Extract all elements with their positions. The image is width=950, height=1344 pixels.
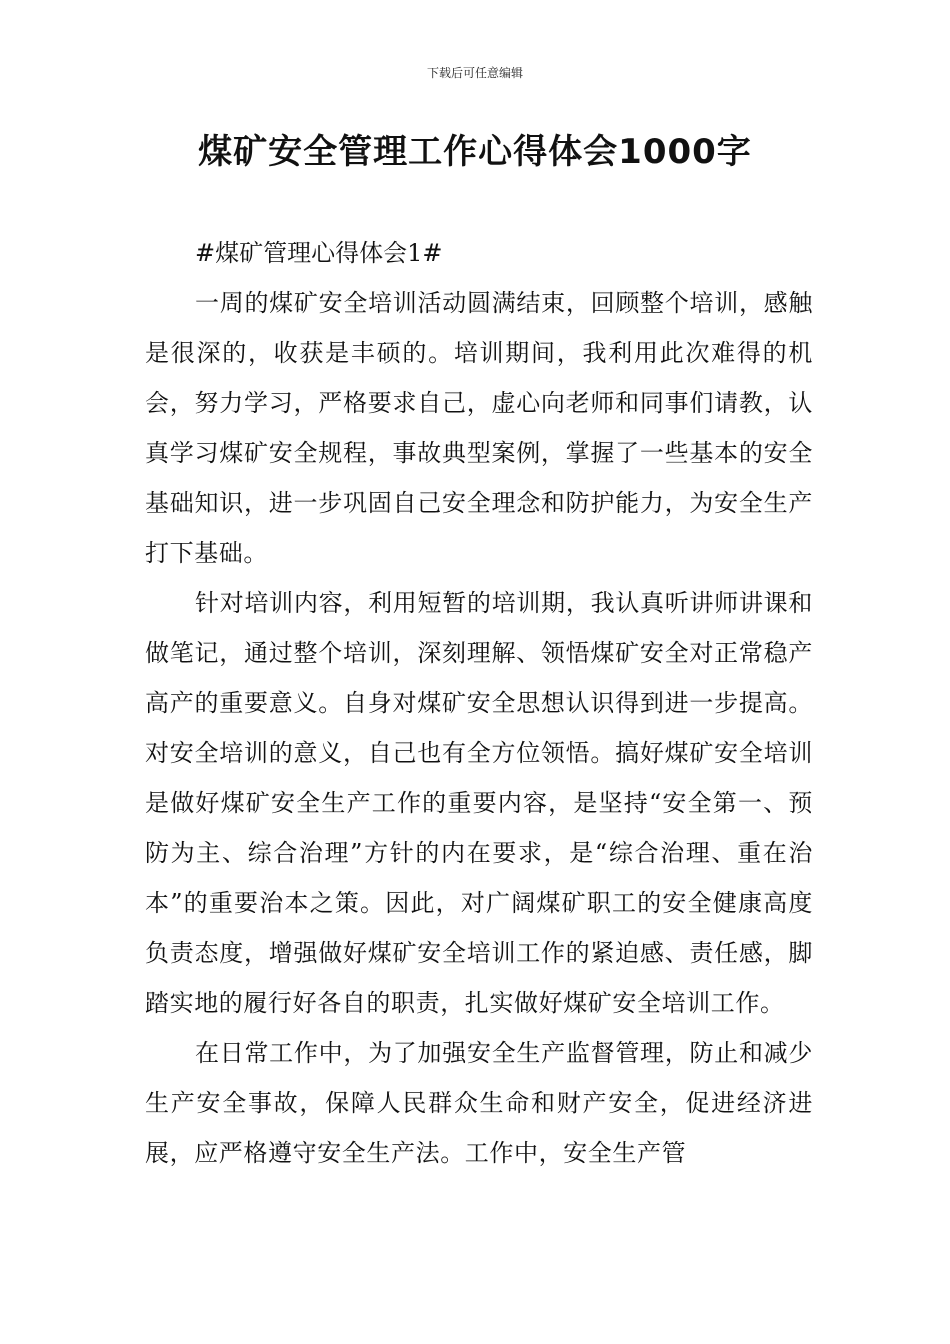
document-body — [145, 228, 813, 1178]
paragraph-3: 在日常工作中，为了加强安全生产监督管理，防止和减少生产安全事故，保障人民群众生命和财产安全，促进经济进展，应严格遵守安全生产法。工作中，安全生产管 — [145, 1039, 813, 1167]
section-heading: #煤矿管理心得体会1# — [195, 239, 443, 267]
paragraph-2: 针对培训内容，利用短暂的培训期，我认真听讲师讲课和做笔记，通过整个培训，深刻理解、领悟煤矿安全对正常稳产高产的重要意义。自身对煤矿安全思想认识得到进一步提高。对安全培训的意义，自己也有全方位领悟。搞好煤矿安全培训是做好煤矿安全生产工作的重要内容，是坚持“安全第一、预防为主、综合治理”方针的内在要求，是“综合治理、重在治本”的重要治本之策。因此，对广阔煤矿职工的安全健康高度负责态度，增强做好煤矿安全培训工作的紧迫感、责任感，脚踏实地的履行好各自的职责，扎实做好煤矿安全培训工作。 — [145, 589, 813, 1017]
document-title: 煤矿安全管理工作心得体会1000字 — [198, 132, 752, 172]
header-note: 下载后可任意编辑 — [426, 66, 523, 80]
paragraph-1: 一周的煤矿安全培训活动圆满结束，回顾整个培训，感触是很深的，收获是丰硕的。培训期间，我利用此次难得的机会，努力学习，严格要求自己，虚心向老师和同事们请教，认真学习煤矿安全规程，事故典型案例，掌握了一些基本的安全基础知识，进一步巩固自己安全理念和防护能力，为安全生产打下基础。 — [145, 289, 813, 567]
